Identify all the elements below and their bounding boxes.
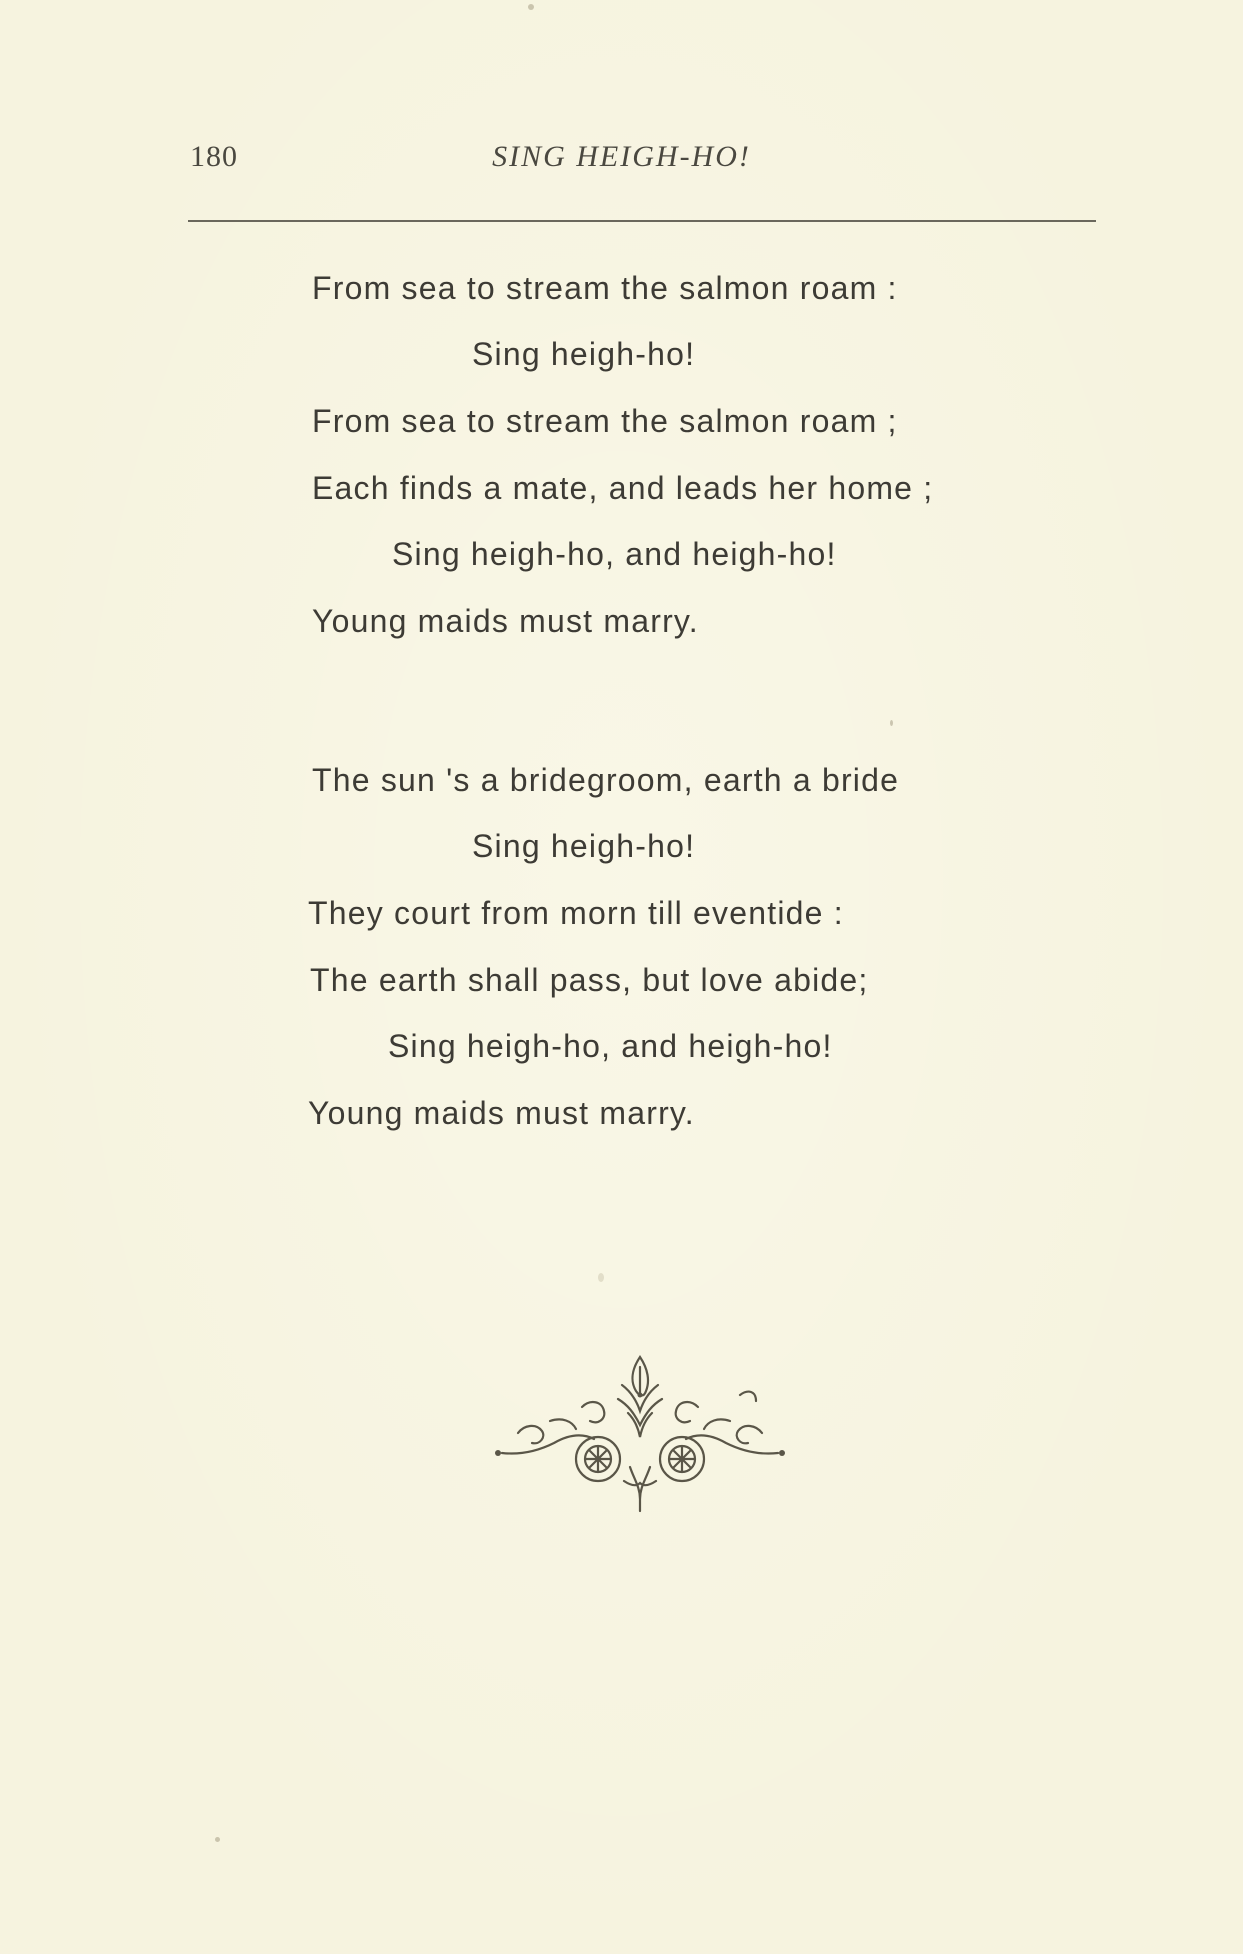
poem-line: They court from morn till eventide : bbox=[308, 895, 844, 931]
poem-refrain: Sing heigh-ho! bbox=[472, 336, 696, 372]
poem-line: From sea to stream the salmon roam ; bbox=[312, 403, 898, 439]
poem-refrain: Sing heigh-ho, and heigh-ho! bbox=[392, 536, 837, 572]
floral-tailpiece-ornament-icon bbox=[490, 1355, 790, 1515]
paper-speck bbox=[528, 4, 534, 10]
poem-line: The earth shall pass, but love abide; bbox=[310, 962, 869, 998]
running-title: SING HEIGH-HO! bbox=[492, 140, 751, 173]
page-number: 180 bbox=[190, 140, 238, 173]
paper-speck bbox=[890, 720, 893, 726]
poem-line: The sun 's a bridegroom, earth a bride bbox=[312, 762, 900, 798]
poem-refrain: Sing heigh-ho! bbox=[472, 828, 696, 864]
poem-line: Young maids must marry. bbox=[308, 1095, 695, 1131]
poem-line: From sea to stream the salmon roam : bbox=[312, 270, 898, 306]
paper-speck bbox=[598, 1273, 604, 1282]
paper-speck bbox=[215, 1837, 220, 1842]
poem-line: Each finds a mate, and leads her home ; bbox=[312, 470, 934, 506]
header-rule bbox=[188, 220, 1096, 222]
poem-refrain: Sing heigh-ho, and heigh-ho! bbox=[388, 1028, 833, 1064]
poem-line: Young maids must marry. bbox=[312, 603, 699, 639]
